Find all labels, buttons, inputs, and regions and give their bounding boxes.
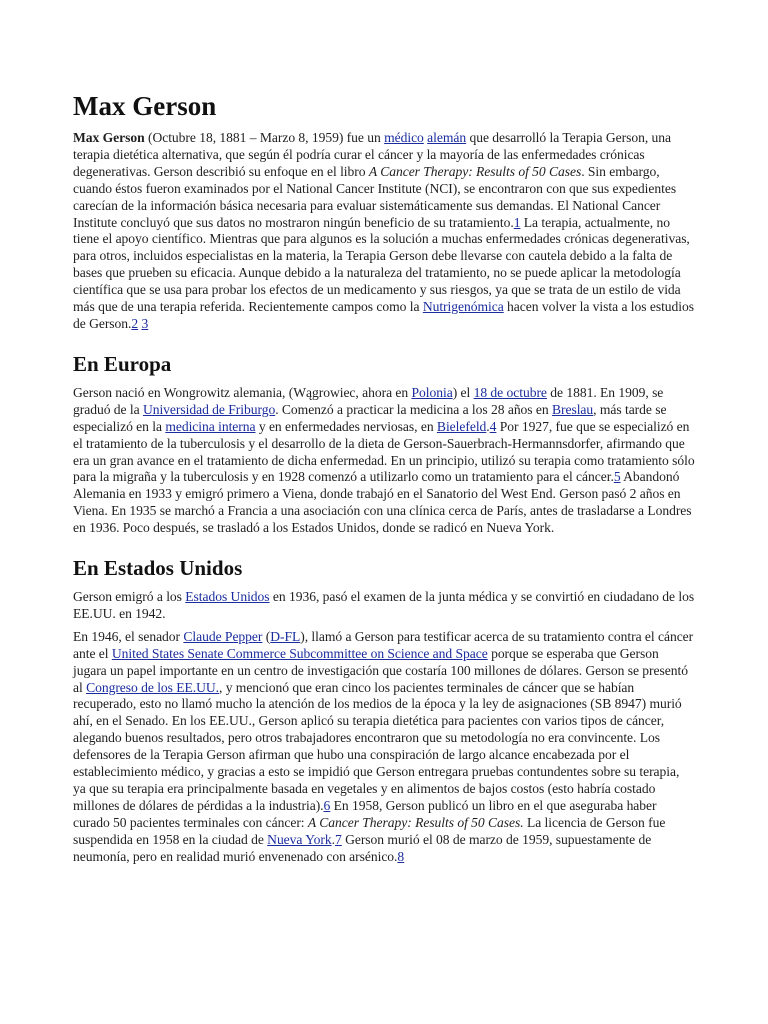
link-18-octubre[interactable]: 18 de octubre <box>473 384 547 400</box>
ref-5[interactable]: 5 <box>613 469 621 485</box>
link-medicina-interna[interactable]: medicina interna <box>165 418 256 434</box>
link-breslau[interactable]: Breslau <box>551 401 594 417</box>
ref-3[interactable]: 3 <box>141 315 149 331</box>
document-page <box>73 90 695 872</box>
section-heading-europa: En Europa <box>73 351 172 376</box>
book-title-2: A Cancer Therapy: Results of 50 Cases. <box>307 814 524 830</box>
link-d-fl[interactable]: D-FL <box>270 628 301 644</box>
ref-1[interactable]: 1 <box>513 214 521 230</box>
intro-paragraph: Max Gerson (Octubre 18, 1881 – Marzo 8, 1959) fue un médico alemán que desarrolló la Terapia Gerson, una terapia dietética alternativa, que según él podría curar el cáncer y la mayoría de las enfermedades crónicas degenerativas. Gerson describió su enfoque en el libro A Cancer Therapy: Results of 50 Cases. Sin embargo, cuando éstos fueron examinados por el National Cancer Institute (NCI), se encontraron con que sus expedientes carecían de la información básica necesaria para evaluar sistemáticamente sus demandas. El National Cancer Institute concluyó que sus datos no mostraron ningún beneficio de su tratamiento.1 La terapia, actualmente, no tiene el apoyo científico. Mientras que para algunos es la solución a muchas enfermedades crónicas degenerativas, para otros, incluidos especialistas en la materia, la Terapia Gerson debe llevarse con cautela debido a la falta de bases que prueben su eficacia. Aunque debido a la naturaleza del tratamiento, no se puede aplicar la metodología científica que se usa para probar los efectos de un medicamento y sus riesgos, ya que se trata de un estilo de vida más que de una terapia referida. Recientemente campos como la Nutrigenómica hacen volver la vista a los estudios de Gerson.2 3 <box>73 130 695 331</box>
link-bielefeld[interactable]: Bielefeld <box>436 418 487 434</box>
link-aleman[interactable]: alemán <box>427 130 467 145</box>
ref-2[interactable]: 2 <box>131 315 139 331</box>
book-title: A Cancer Therapy: Results of 50 Cases <box>368 163 582 179</box>
ref-7[interactable]: 7 <box>334 831 342 847</box>
europa-paragraph: Gerson nació en Wongrowitz alemania, (Wągrowiec, ahora en Polonia) el 18 de octubre de 1881. En 1909, se graduó de la Universidad de Friburgo. Comenzó a practicar la medicina a los 28 años en Breslau, más tarde se especializó en la medicina interna y en enfermedades nerviosas, en Bielefeld.4 Por 1927, fue que se especializó en el tratamiento de la tuberculosis y el desarrollo de la dieta de Gerson-Sauerbrach-Hermannsdorfer, afirmando que era un gran avance en el tratamiento de dicha enfermedad. En un principio, utilizó su terapia como tratamiento sólo para la migraña y la tuberculosis y en 1928 comenzó a utilizarlo como un tratamiento para el cáncer.5 Abandonó Alemania en 1933 y emigró primero a Viena, donde trabajó en el Sanatorio del West End. Gerson pasó 2 años en Viena. En 1935 se marchó a Francia a una asociación con una clínica cerca de París, antes de trasladarse a Londres en 1936. Poco después, se trasladó a los Estados Unidos, donde se radicó en Nueva York. <box>73 384 695 536</box>
link-medico[interactable]: médico <box>384 130 424 145</box>
ref-6[interactable]: 6 <box>323 797 331 813</box>
link-polonia[interactable]: Polonia <box>411 384 453 400</box>
page-title: Max Gerson <box>73 91 217 121</box>
link-senate-subcommittee[interactable]: United States Senate Commerce Subcommittee on Science and Space <box>111 645 488 661</box>
eeuu-paragraph-2: En 1946, el senador Claude Pepper (D-FL), llamó a Gerson para testificar acerca de su tratamiento contra el cáncer ante el United States Senate Commerce Subcommittee on Science and Space porque se esperaba que Gerson jugara un papel importante en un centro de investigación que costaría 100 millones de dólares. Gerson se presentó al Congreso de los EE.UU., y mencionó que eran cinco los pacientes terminales de cáncer que se habían recuperado, esto no llamó mucho la atención de los medios de la época y la ley de asignaciones (SB 8947) murió ahí, en el Senado. En los EE.UU., Gerson aplicó su terapia dietética para pacientes con varios tipos de cáncer, alegando buenos resultados, pero otros trabajadores encontraron que su metodología no era convincente. Los defensores de la Terapia Gerson afirman que hubo una conspiración de largo alcance encabezada por el establecimiento médico, y gracias a esto se impidió que Gerson entregara pruebas contundentes sobre su terapia, ya que su terapia era principalmente basada en vegetales y en alimentos de bajos costos (esto habría costado millones de dólares de pérdidas a la industria).6 En 1958, Gerson publicó un libro en el que aseguraba haber curado 50 pacientes terminales con cáncer: A Cancer Therapy: Results of 50 Cases. La licencia de Gerson fue suspendida en 1958 en la ciudad de Nueva York.7 Gerson murió el 08 de marzo de 1959, supuestamente de neumonía, pero en realidad murió envenenado con arsénico.8 <box>73 628 694 864</box>
eeuu-paragraph-1: Gerson emigró a los Estados Unidos en 1936, pasó el examen de la junta médica y se convirtió en ciudadano de los EE.UU. en 1942. <box>73 589 695 621</box>
link-congreso[interactable]: Congreso de los EE.UU. <box>86 679 219 695</box>
link-nueva-york[interactable]: Nueva York <box>267 831 332 847</box>
ref-4[interactable]: 4 <box>489 418 497 434</box>
link-claude-pepper[interactable]: Claude Pepper <box>183 628 263 644</box>
section-heading-eeuu: En Estados Unidos <box>73 556 243 581</box>
intro-name: Max Gerson <box>73 130 145 145</box>
link-estados-unidos[interactable]: Estados Unidos <box>185 589 270 605</box>
link-nutrigenomica[interactable]: Nutrigenómica <box>422 299 504 315</box>
link-universidad-friburgo[interactable]: Universidad de Friburgo <box>142 401 276 417</box>
ref-8[interactable]: 8 <box>397 848 405 864</box>
